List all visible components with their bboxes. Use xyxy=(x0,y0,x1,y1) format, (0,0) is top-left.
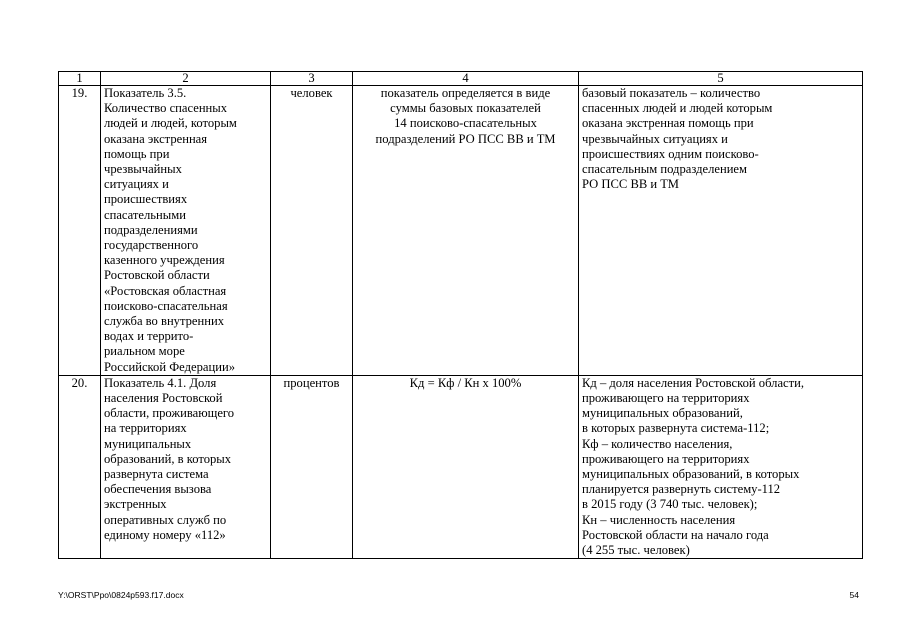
unit-of-measure: человек xyxy=(271,86,353,376)
table-header-row xyxy=(59,72,863,86)
footer-file-path: Y:\ORST\Ppo\0824p593.f17.docx xyxy=(58,590,184,600)
column-header-2: 2 xyxy=(101,72,271,86)
table-row xyxy=(59,375,863,558)
calculation-formula: показатель определяется в виде суммы базовых показателей 14 поисково-спасательных подразделений РО ПСС ВВ и ТМ xyxy=(353,86,579,376)
column-header-3: 3 xyxy=(271,72,353,86)
page-number: 54 xyxy=(849,590,859,600)
row-number: 19. xyxy=(59,86,101,376)
row-number: 20. xyxy=(59,375,101,558)
calculation-formula: Кд = Кф / Кн х 100% xyxy=(353,375,579,558)
indicator-name: Показатель 3.5. Количество спасенных людей и людей, которым оказана экстренная помощь при чрезвычайных ситуациях и происшествиях спасательными подразделениями государственного казенного учреждения Ростовской области «Ростовская областная поисково-спасательная служба во внутренних водах и террито- риальном море Российской Федерации» xyxy=(101,86,271,376)
column-header-5: 5 xyxy=(579,72,863,86)
indicator-description: базовый показатель – количество спасенных людей и людей которым оказана экстренная помощь при чрезвычайных ситуациях и происшествиях одним поисково- спасательным подразделением РО ПСС ВВ и ТМ xyxy=(579,86,863,376)
table-row xyxy=(59,86,863,376)
column-header-1: 1 xyxy=(59,72,101,86)
column-header-4: 4 xyxy=(353,72,579,86)
indicators-table xyxy=(58,71,863,559)
indicator-name: Показатель 4.1. Доля населения Ростовской области, проживающего на территориях муниципальных образований, в которых развернута система обеспечения вызова экстренных оперативных служб по единому номеру «112» xyxy=(101,375,271,558)
unit-of-measure: процентов xyxy=(271,375,353,558)
indicator-description: Кд – доля населения Ростовской области, проживающего на территориях муниципальных образований, в которых развернута система-112; Кф – количество населения, проживающего на территориях муниципальных образований, в которых планируется развернуть систему-112 в 2015 году (3 740 тыс. человек); Кн – численность населения Ростовской области на начало года (4 255 тыс. человек) xyxy=(579,375,863,558)
